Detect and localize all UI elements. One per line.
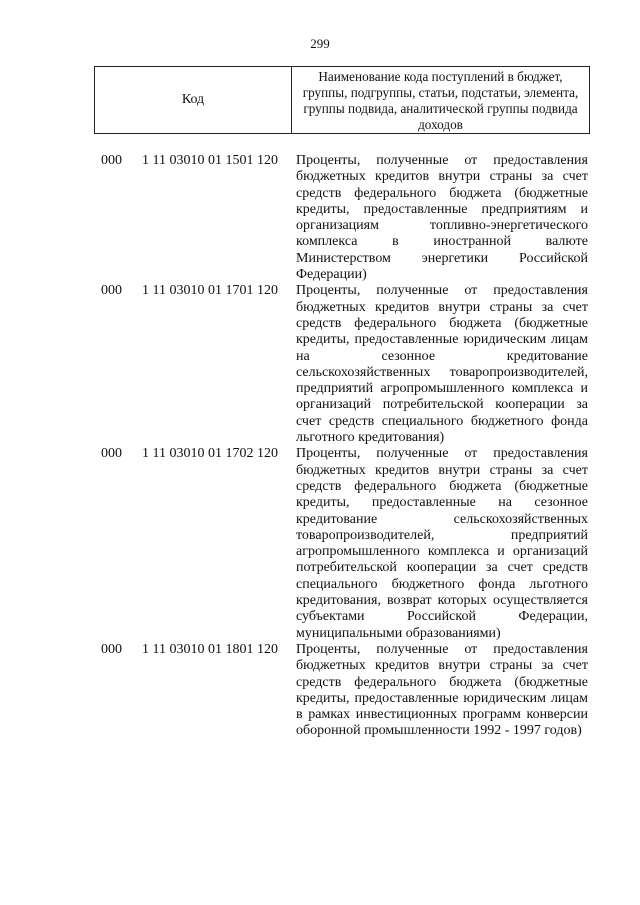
code-list — [0, 153, 640, 740]
header-code-column: Код — [95, 67, 292, 133]
page-number: 299 — [310, 36, 330, 51]
header-name-column: Наименование кода поступлений в бюджет, группы, подгруппы, статьи, подстатьи, элемента, группы подвида, аналитической группы подвида доходов — [302, 68, 579, 132]
code-row — [0, 642, 640, 740]
admin-code: 000 — [101, 153, 122, 168]
revenue-description: Проценты, полученные от предоставления бюджетных кредитов внутри страны за счет средств федерального бюджета (бюджетные кредиты, предоставленные на сезонное кредитование сельскохозяйственных товаропроизводителей, предприятий агропромышленного комплекса и организаций потребительской кооперации за счет средств специального бюджетного фонда льготного кредитования, возврат которых осуществляется субъектами Российской Федерации, муниципальными образованиями) — [296, 446, 588, 641]
table-header — [94, 66, 590, 134]
code-row — [0, 446, 640, 642]
code-row — [0, 283, 640, 446]
revenue-code: 1 11 03010 01 1702 120 — [142, 446, 278, 462]
revenue-code: 1 11 03010 01 1501 120 — [142, 153, 278, 168]
admin-code: 000 — [101, 446, 122, 462]
revenue-code: 1 11 03010 01 1801 120 — [142, 641, 278, 657]
admin-code: 000 — [101, 641, 122, 657]
revenue-description: Проценты, полученные от предоставления бюджетных кредитов внутри страны за счет средств федерального бюджета (бюджетные кредиты, предоставленные юридическим лицам в рамках инвестиционных программ конверсии оборонной промышленности 1992 - 1997 годов) — [296, 641, 588, 739]
revenue-description: Проценты, полученные от предоставления бюджетных кредитов внутри страны за счет средств федерального бюджета (бюджетные кредиты, предоставленные юридическим лицам на сезонное кредитование сельскохозяйственных товаропроизводителей, предприятий агропромышленного комплекса и организаций потребительской кооперации за счет средств специального бюджетного фонда льготного кредитования) — [296, 283, 588, 446]
revenue-description: Проценты, полученные от предоставления бюджетных кредитов внутри страны за счет средств федерального бюджета (бюджетные кредиты, предоставленные предприятиям и организациям топливно-энергетического комплекса в иностранной валюте Министерством энергетики Российской Федерации) — [296, 153, 588, 283]
admin-code: 000 — [101, 283, 122, 299]
revenue-code: 1 11 03010 01 1701 120 — [142, 283, 278, 299]
code-row — [0, 153, 640, 283]
